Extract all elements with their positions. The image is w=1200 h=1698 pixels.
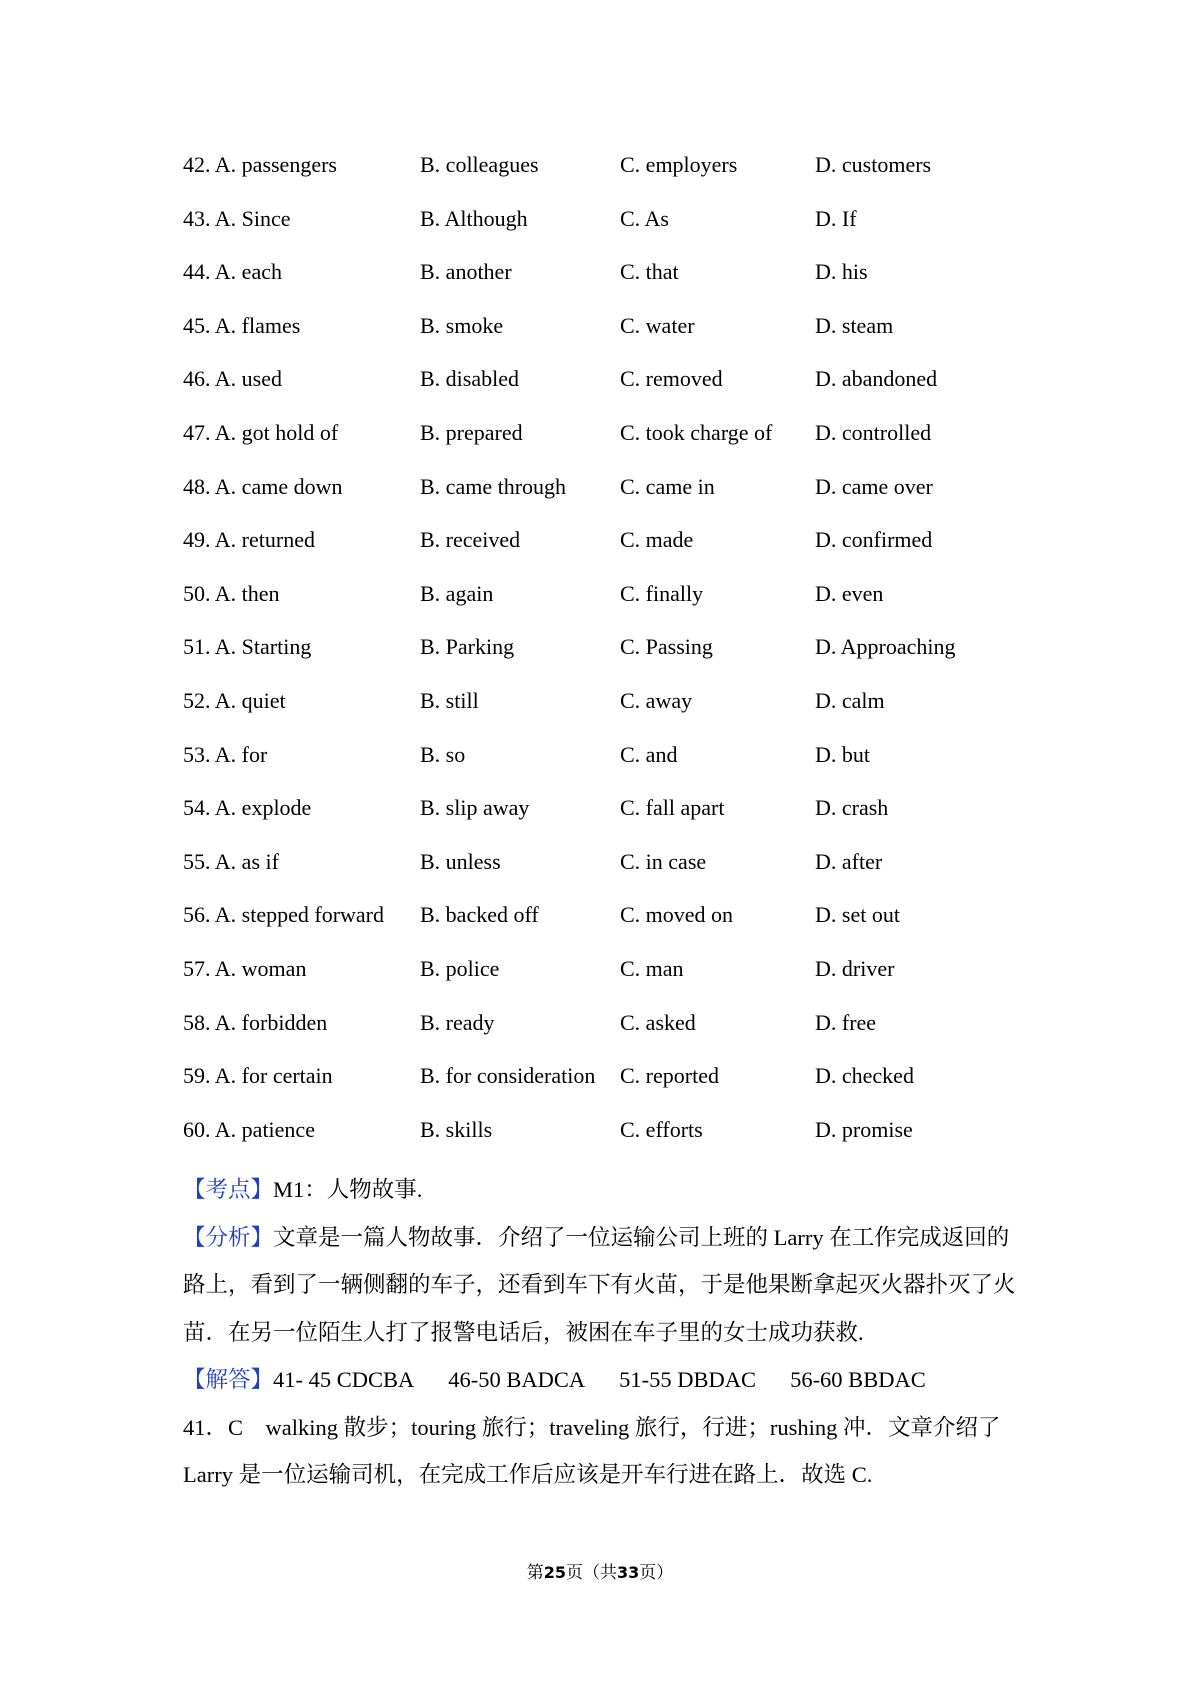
option-c: C. came in [620,473,715,499]
option-b: B. still [420,687,479,713]
option-d: D. driver [815,955,895,981]
answer-group-3: 51-55 DBDAC [619,1367,757,1392]
question-row [183,902,1043,956]
option-d: D. Approaching [815,634,956,660]
question-row [183,474,1043,528]
option-c: C. employers [620,152,738,177]
option-b: B. disabled [420,366,519,392]
option-c: C. Passing [620,634,713,660]
option-a: 50. A. then [183,580,280,606]
option-a: 44. A. each [183,259,282,285]
option-c: C. made [620,527,694,553]
option-c: C. away [620,687,693,713]
question-row [183,956,1043,1010]
option-c: C. finally [620,580,704,606]
question-row [183,742,1043,796]
option-c: C. moved on [620,902,734,928]
page-footer [0,1562,1200,1584]
option-c: C. asked [620,1009,696,1035]
option-b: B. another [420,259,512,285]
option-a: 42. A. passengers [183,152,337,177]
option-c: C. fall apart [620,795,725,821]
option-d: D. calm [815,687,885,713]
option-c: C. and [620,741,678,767]
option-b: B. slip away [420,795,530,821]
kaodian-tag: 【考点】 [183,1177,274,1202]
option-d: D. promise [815,1116,913,1142]
option-b: B. again [420,580,494,606]
footer-page-number: 25 [543,1563,566,1582]
jieda-paragraph [183,1356,1028,1404]
option-d: D. checked [815,1063,914,1089]
option-a: 43. A. Since [183,205,291,231]
footer-total-pages: 33 [617,1563,640,1582]
answer-group-1: 41- 45 CDCBA [273,1367,415,1392]
question-row [183,420,1043,474]
question-row [183,849,1043,903]
option-a: 52. A. quiet [183,687,286,713]
option-b: B. ready [420,1009,495,1035]
option-d: D. free [815,1009,877,1035]
answer-group-2: 46-50 BADCA [448,1367,586,1392]
option-b: B. skills [420,1116,493,1142]
option-c: C. water [620,312,695,338]
option-d: D. his [815,259,868,285]
question-row [183,1063,1043,1117]
option-a: 45. A. flames [183,312,301,338]
fenxi-text: 文章是一篇人物故事．介绍了一位运输公司上班的 Larry 在工作完成返回的路上，看到了一辆侧翻的车子，还看到车下有火苗，于是他果断拿起灭火器扑灭了火苗．在另一位陌生人打了报警电话后，被困在车子里的女士成功获救. [183,1224,1016,1345]
analysis-section [183,1166,1028,1499]
option-c: C. efforts [620,1116,703,1142]
option-b: B. unless [420,848,501,874]
option-b: B. smoke [420,312,504,338]
option-d: D. but [815,741,870,767]
kaodian-text: M1：人物故事. [273,1177,423,1202]
option-b: B. colleagues [420,152,539,177]
option-c: C. man [620,955,684,981]
option-a: 56. A. stepped forward [183,902,385,928]
option-d: D. confirmed [815,527,933,553]
question-row [183,366,1043,420]
option-c: C. in case [620,848,707,874]
option-a: 49. A. returned [183,527,315,553]
question-row [183,1010,1043,1064]
kaodian-paragraph [183,1166,1028,1214]
option-a: 51. A. Starting [183,634,312,660]
question-row [183,527,1043,581]
option-d: D. If [815,205,857,231]
explanation-41: 41．C walking 散步；touring 旅行；traveling 旅行，行进；rushing 冲．文章介绍了 Larry 是一位运输司机，在完成工作后应该是开车行进在路上．故选 C. [183,1414,1001,1487]
option-b: B. backed off [420,902,539,928]
option-a: 47. A. got hold of [183,419,339,445]
option-a: 59. A. for certain [183,1063,333,1089]
option-d: D. after [815,848,883,874]
option-a: 60. A. patience [183,1116,315,1142]
fenxi-paragraph [183,1214,1028,1357]
question-row [183,313,1043,367]
option-b: B. came through [420,473,567,499]
option-c: C. that [620,259,679,285]
option-d: D. set out [815,902,900,928]
option-d: D. even [815,580,884,606]
footer-suffix: 页） [639,1563,674,1582]
option-d: D. crash [815,795,889,821]
option-c: C. reported [620,1063,719,1089]
option-d: D. steam [815,312,894,338]
option-a: 58. A. forbidden [183,1009,328,1035]
question-row [183,152,1043,206]
option-c: C. As [620,205,669,231]
question-row [183,206,1043,260]
option-a: 55. A. as if [183,848,279,874]
option-c: C. removed [620,366,723,392]
option-d: D. abandoned [815,366,938,392]
option-c: C. took charge of [620,419,773,445]
options-table [183,152,1043,1170]
option-b: B. for consideration [420,1063,596,1089]
fenxi-tag: 【分析】 [183,1224,274,1250]
question-row [183,1117,1043,1171]
option-a: 48. A. came down [183,473,343,499]
jieda-tag: 【解答】 [183,1367,274,1392]
question-row [183,688,1043,742]
question-row [183,795,1043,849]
option-b: B. received [420,527,521,553]
option-b: B. so [420,741,466,767]
question-row [183,581,1043,635]
question-row [183,259,1043,313]
question-row [183,634,1043,688]
option-b: B. prepared [420,419,523,445]
option-b: B. Although [420,205,528,231]
option-d: D. customers [815,152,932,177]
option-a: 54. A. explode [183,795,312,821]
footer-prefix: 第 [526,1563,544,1582]
option-d: D. came over [815,473,933,499]
answer-group-4: 56-60 BBDAC [790,1367,926,1392]
option-b: B. police [420,955,500,981]
option-b: B. Parking [420,634,515,660]
footer-middle: 页（共 [566,1563,617,1582]
option-a: 46. A. used [183,366,282,392]
option-a: 57. A. woman [183,955,307,981]
option-a: 53. A. for [183,741,268,767]
option-d: D. controlled [815,419,932,445]
